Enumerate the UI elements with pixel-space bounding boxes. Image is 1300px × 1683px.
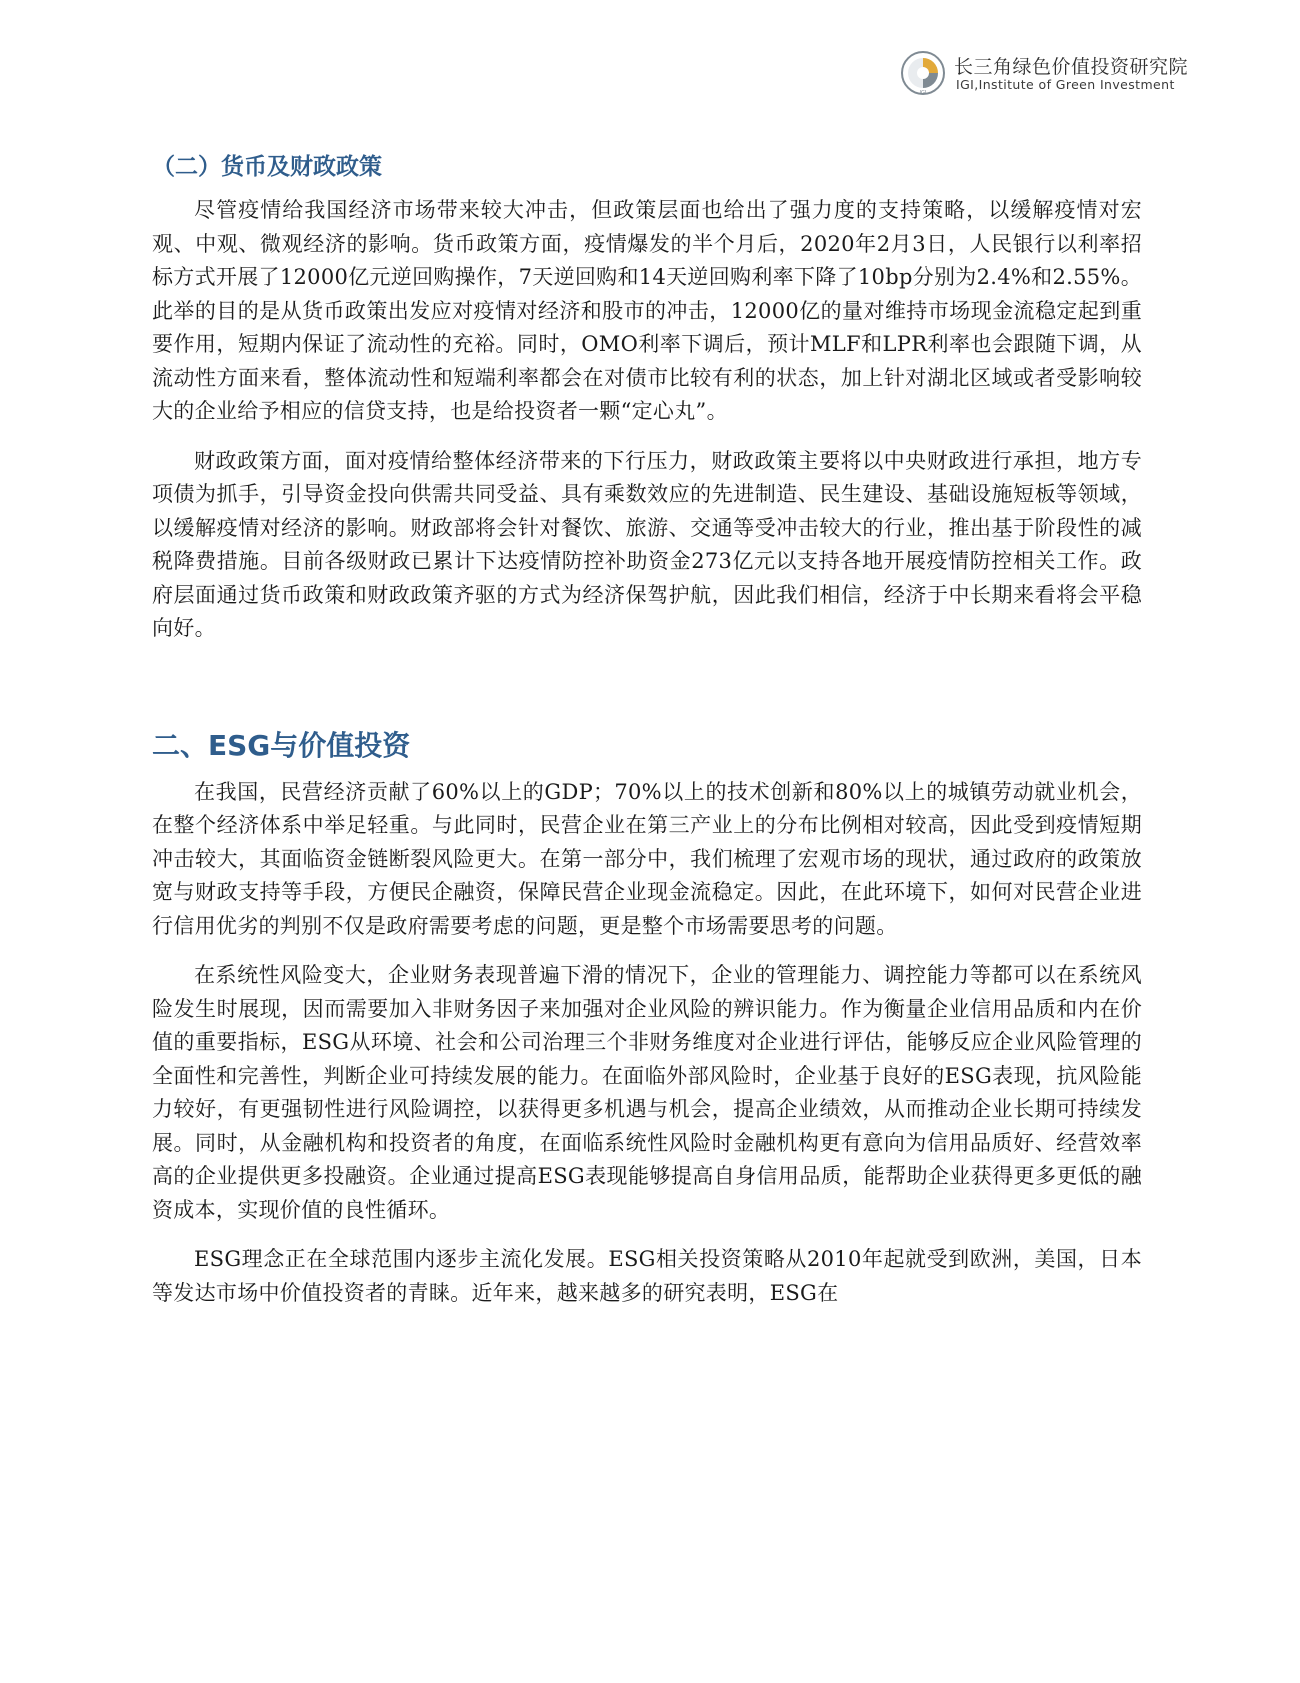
esg-paragraph-1: 在我国，民营经济贡献了60%以上的GDP；70%以上的技术创新和80%以上的城镇劳动就业机会，在整个经济体系中举足轻重。与此同时，民营企业在第三产业上的分布比例相对较高，因此受到疫情短期冲击较大，其面临资金链断裂风险更大。在第一部分中，我们梳理了宏观市场的现状，通过政府的政策放宽与财政支持等手段，方便民企融资，保障民营企业现金流稳定。因此，在此环境下，如何对民营企业进行信用优劣的判别不仅是政府需要考虑的问题，更是整个市场需要思考的问题。	[152, 779, 1142, 938]
monetary-policy-paragraph: 尽管疫情给我国经济市场带来较大冲击，但政策层面也给出了强力度的支持策略，以缓解疫情对宏观、中观、微观经济的影响。货币政策方面，疫情爆发的半个月后，2020年2月3日，人民银行以利率招标方式开展了12000亿元逆回购操作，7天逆回购和14天逆回购利率下降了10bp分别为2.4%和2.55%。此举的目的是从货币政策出发应对疫情对经济和股市的冲击，12000亿的量对维持市场现金流稳定起到重要作用，短期内保证了流动性的充裕。同时，OMO利率下调后，预计MLF和LPR利率也会跟随下调，从流动性方面来看，整体流动性和短端利率都会在对债市比较有利的状态，加上针对湖北区域或者受影响较大的企业给予相应的信贷支持，也是给投资者一颗“定心丸”。	[152, 198, 1142, 423]
page-header	[900, 50, 1220, 96]
subsection-title: （二）货币及财政政策	[152, 154, 382, 180]
institute-logo-icon	[900, 50, 946, 96]
logo-text: IGI	[919, 90, 927, 96]
section-title: 二、ESG与价值投资	[152, 728, 411, 762]
esg-paragraph-3: ESG理念正在全球范围内逐步主流化发展。ESG相关投资策略从2010年起就受到欧洲，美国，日本等发达市场中价值投资者的青睐。近年来，越来越多的研究表明，ESG在	[152, 1247, 1142, 1305]
esg-paragraph-2: 在系统性风险变大，企业财务表现普遍下滑的情况下，企业的管理能力、调控能力等都可以在系统风险发生时展现，因而需要加入非财务因子来加强对企业风险的辨识能力。作为衡量企业信用品质和内在价值的重要指标，ESG从环境、社会和公司治理三个非财务维度对企业进行评估，能够反应企业风险管理的全面性和完善性，判断企业可持续发展的能力。在面临外部风险时，企业基于良好的ESG表现，抗风险能力较好，有更强韧性进行风险调控，以获得更多机遇与机会，提高企业绩效，从而推动企业长期可持续发展。同时，从金融机构和投资者的角度，在面临系统性风险时金融机构更有意向为信用品质好、经营效率高的企业提供更多投融资。企业通过提高ESG表现能够提高自身信用品质，能帮助企业获得更多更低的融资成本，实现价值的良性循环。	[152, 963, 1142, 1222]
org-name-en: IGI,Institute of Green Investment	[956, 77, 1175, 92]
fiscal-policy-paragraph: 财政政策方面，面对疫情给整体经济带来的下行压力，财政政策主要将以中央财政进行承担，地方专项债为抓手，引导资金投向供需共同受益、具有乘数效应的先进制造、民生建设、基础设施短板等领域，以缓解疫情对经济的影响。财政部将会针对餐饮、旅游、交通等受冲击较大的行业，推出基于阶段性的减税降费措施。目前各级财政已累计下达疫情防控补助资金273亿元以支持各地开展疫情防控相关工作。政府层面通过货币政策和财政政策齐驱的方式为经济保驾护航，因此我们相信，经济于中长期来看将会平稳向好。	[152, 448, 1142, 640]
org-name-cn: 长三角绿色价值投资研究院	[954, 56, 1189, 78]
document-body	[152, 150, 1142, 1310]
